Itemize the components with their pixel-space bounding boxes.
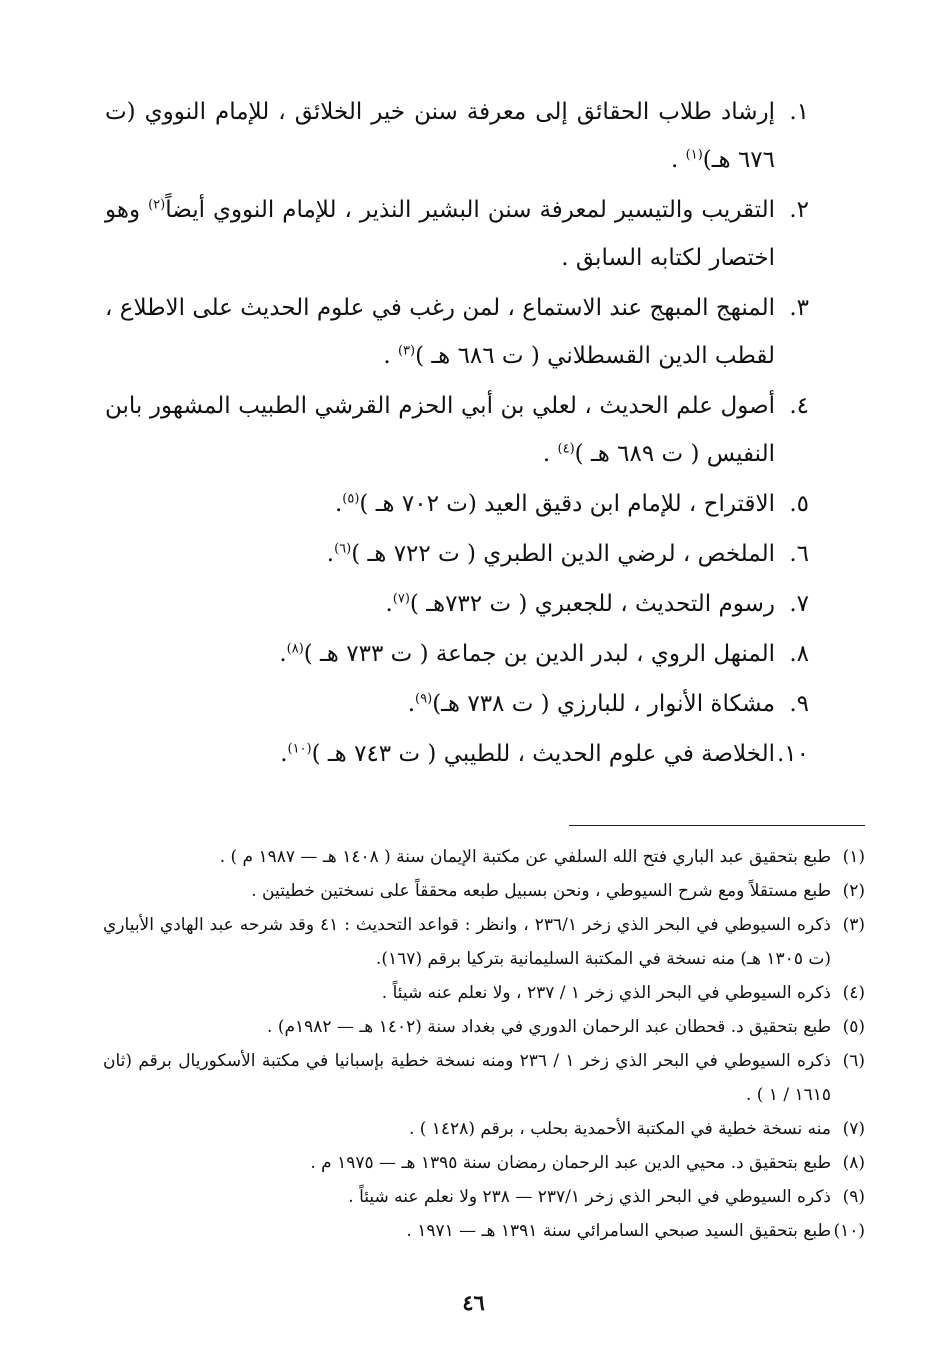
- list-item-3: [105, 284, 809, 380]
- footnote-ref[interactable]: (٤): [557, 441, 575, 457]
- item-text: التقريب والتيسير لمعرفة سنن البشير النذير ، للإمام النووي أيضاً: [165, 197, 775, 223]
- footnote-2: [103, 874, 865, 908]
- item-text: مشكاة الأنوار ، للبارزي ( ت ٧٣٨ هـ): [432, 691, 775, 717]
- item-text: الملخص ، لرضي الدين الطبري ( ت ٧٢٢ هـ ): [351, 541, 775, 567]
- list-item-2: [105, 186, 809, 282]
- list-item-1: [105, 88, 809, 184]
- footnote-ref[interactable]: (٣): [397, 343, 416, 359]
- item-text: الاقتراح ، للإمام ابن دقيق العيد (ت ٧٠٢ هـ ): [359, 491, 775, 517]
- item-end: .: [334, 491, 343, 517]
- item-text: أصول علم الحديث ، لعلي بن أبي الحزم القرشي الطبيب المشهور بابن النفيس ( ت ٦٨٩ هـ ): [105, 393, 775, 467]
- footnote-6: [103, 1044, 865, 1112]
- item-number: ٧.: [789, 591, 809, 617]
- footnote-10: [103, 1214, 865, 1248]
- footnote-number: (١): [842, 847, 865, 867]
- footnote-ref[interactable]: (٦): [334, 541, 352, 557]
- list-item-10: [105, 730, 809, 778]
- item-number: ٥.: [789, 491, 809, 517]
- item-end: .: [280, 741, 288, 767]
- item-text: المنهل الروي ، لبدر الدين بن جماعة ( ت ٧٣٣ هـ ): [303, 641, 775, 667]
- footnote-text: ذكره السيوطي في البحر الذي زخر ٢٣٧/١ — ٢٣٨ ولا نعلم عنه شيئاً .: [348, 1187, 831, 1207]
- footnote-number: (٥): [842, 1017, 865, 1037]
- item-number: ٤.: [789, 393, 809, 419]
- footnotes-list: [103, 840, 865, 1248]
- footnote-text: طبع بتحقيق د. محيي الدين عبد الرحمان رمضان سنة ١٣٩٥ هـ — ١٩٧٥ م .: [310, 1153, 831, 1173]
- footnote-text: ذكره السيوطي في البحر الذي زخر ١ / ٢٣٦ ومنه نسخة خطية بإسبانيا في مكتبة الأسكوريال برقم (ثان ١٦١٥ / ١ ) .: [103, 1051, 831, 1105]
- footnote-ref[interactable]: (٢): [148, 197, 166, 213]
- list-item-5: [105, 480, 809, 528]
- item-text: المنهج المبهج عند الاستماع ، لمن رغب في علوم الحديث على الاطلاع ، لقطب الدين القسطلاني ( ت ٦٨٦ هـ ): [105, 295, 775, 369]
- footnote-ref[interactable]: (٥): [342, 491, 360, 507]
- item-number: ١٠.: [776, 741, 809, 767]
- item-text: رسوم التحديث ، للجعبري ( ت ٧٣٢هـ ): [409, 591, 775, 617]
- footnote-text: ذكره السيوطي في البحر الذي زخر ٢٣٦/١ ، وانظر : قواعد التحديث : ٤١ وقد شرحه عبد الهادي الأبياري (ت ١٣٠٥ هـ) منه نسخة في المكتبة السليمانية بتركيا برقم (١٦٧).: [103, 915, 831, 969]
- item-end: .: [407, 691, 416, 717]
- item-number: ٨.: [789, 641, 809, 667]
- footnote-separator: [569, 825, 865, 826]
- footnote-text: طبع بتحقيق د. قحطان عبد الرحمان الدوري في بغداد سنة (١٤٠٢ هـ — ١٩٨٢م) .: [267, 1017, 831, 1037]
- footnote-number: (٢): [842, 881, 865, 901]
- list-item-7: [105, 580, 809, 628]
- footnote-text: طبع بتحقيق عبد الباري فتح الله السلفي عن مكتبة الإيمان سنة ( ١٤٠٨ هـ — ١٩٨٧ م ) .: [219, 847, 831, 867]
- footnote-number: (٧): [842, 1119, 865, 1139]
- item-end: .: [542, 441, 558, 467]
- list-item-6: [105, 530, 809, 578]
- item-number: ٩.: [789, 691, 809, 717]
- footnote-number: (١٠): [833, 1221, 865, 1241]
- footnote-number: (٨): [842, 1153, 865, 1173]
- footnote-number: (٣): [842, 915, 865, 935]
- item-number: ٦.: [789, 541, 809, 567]
- footnote-8: [103, 1146, 865, 1180]
- footnote-9: [103, 1180, 865, 1214]
- footnote-ref[interactable]: (١): [685, 147, 703, 163]
- item-end: وهو اختصار لكتابه السابق .: [105, 197, 775, 271]
- item-end: .: [671, 147, 686, 173]
- footnote-3: [103, 908, 865, 976]
- page-number: ٤٦: [462, 1290, 485, 1315]
- item-end: .: [279, 641, 287, 667]
- list-item-9: [105, 680, 809, 728]
- footnote-text: ذكره السيوطي في البحر الذي زخر ١ / ٢٣٧ ، ولا نعلم عنه شيئاً .: [381, 983, 831, 1003]
- footnote-7: [103, 1112, 865, 1146]
- footnote-number: (٦): [842, 1051, 865, 1071]
- footnote-1: [103, 840, 865, 874]
- item-number: ١.: [789, 99, 809, 125]
- footnote-text: طبع مستقلاً ومع شرح السيوطي ، ونحن بسبيل طبعه محققاً على نسختين خطيتين .: [251, 881, 831, 901]
- item-number: ٢.: [789, 197, 809, 223]
- footnote-ref[interactable]: (٨): [286, 641, 304, 657]
- footnote-ref[interactable]: (١٠): [287, 741, 312, 757]
- item-end: .: [326, 541, 335, 567]
- list-item-8: [105, 630, 809, 678]
- footnote-ref[interactable]: (٧): [392, 591, 410, 607]
- footnote-5: [103, 1010, 865, 1044]
- footnote-text: طبع بتحقيق السيد صبحي السامرائي سنة ١٣٩١ هـ — ١٩٧١ .: [406, 1221, 831, 1241]
- footnote-4: [103, 976, 865, 1010]
- footnote-text: منه نسخة خطية في المكتبة الأحمدية بحلب ، برقم (١٤٢٨ ) .: [408, 1119, 831, 1139]
- footnote-number: (٤): [842, 983, 865, 1003]
- item-text: الخلاصة في علوم الحديث ، للطيبي ( ت ٧٤٣ هـ ): [311, 741, 775, 767]
- footnote-number: (٩): [842, 1187, 865, 1207]
- item-text: إرشاد طلاب الحقائق إلى معرفة سنن خير الخلائق ، للإمام النووي (ت ٦٧٦ هـ): [105, 99, 775, 173]
- item-end: .: [383, 343, 398, 369]
- list-item-4: [105, 382, 809, 478]
- main-list: [105, 88, 809, 780]
- item-number: ٣.: [789, 295, 809, 321]
- footnote-ref[interactable]: (٩): [415, 691, 433, 707]
- item-end: .: [385, 591, 393, 617]
